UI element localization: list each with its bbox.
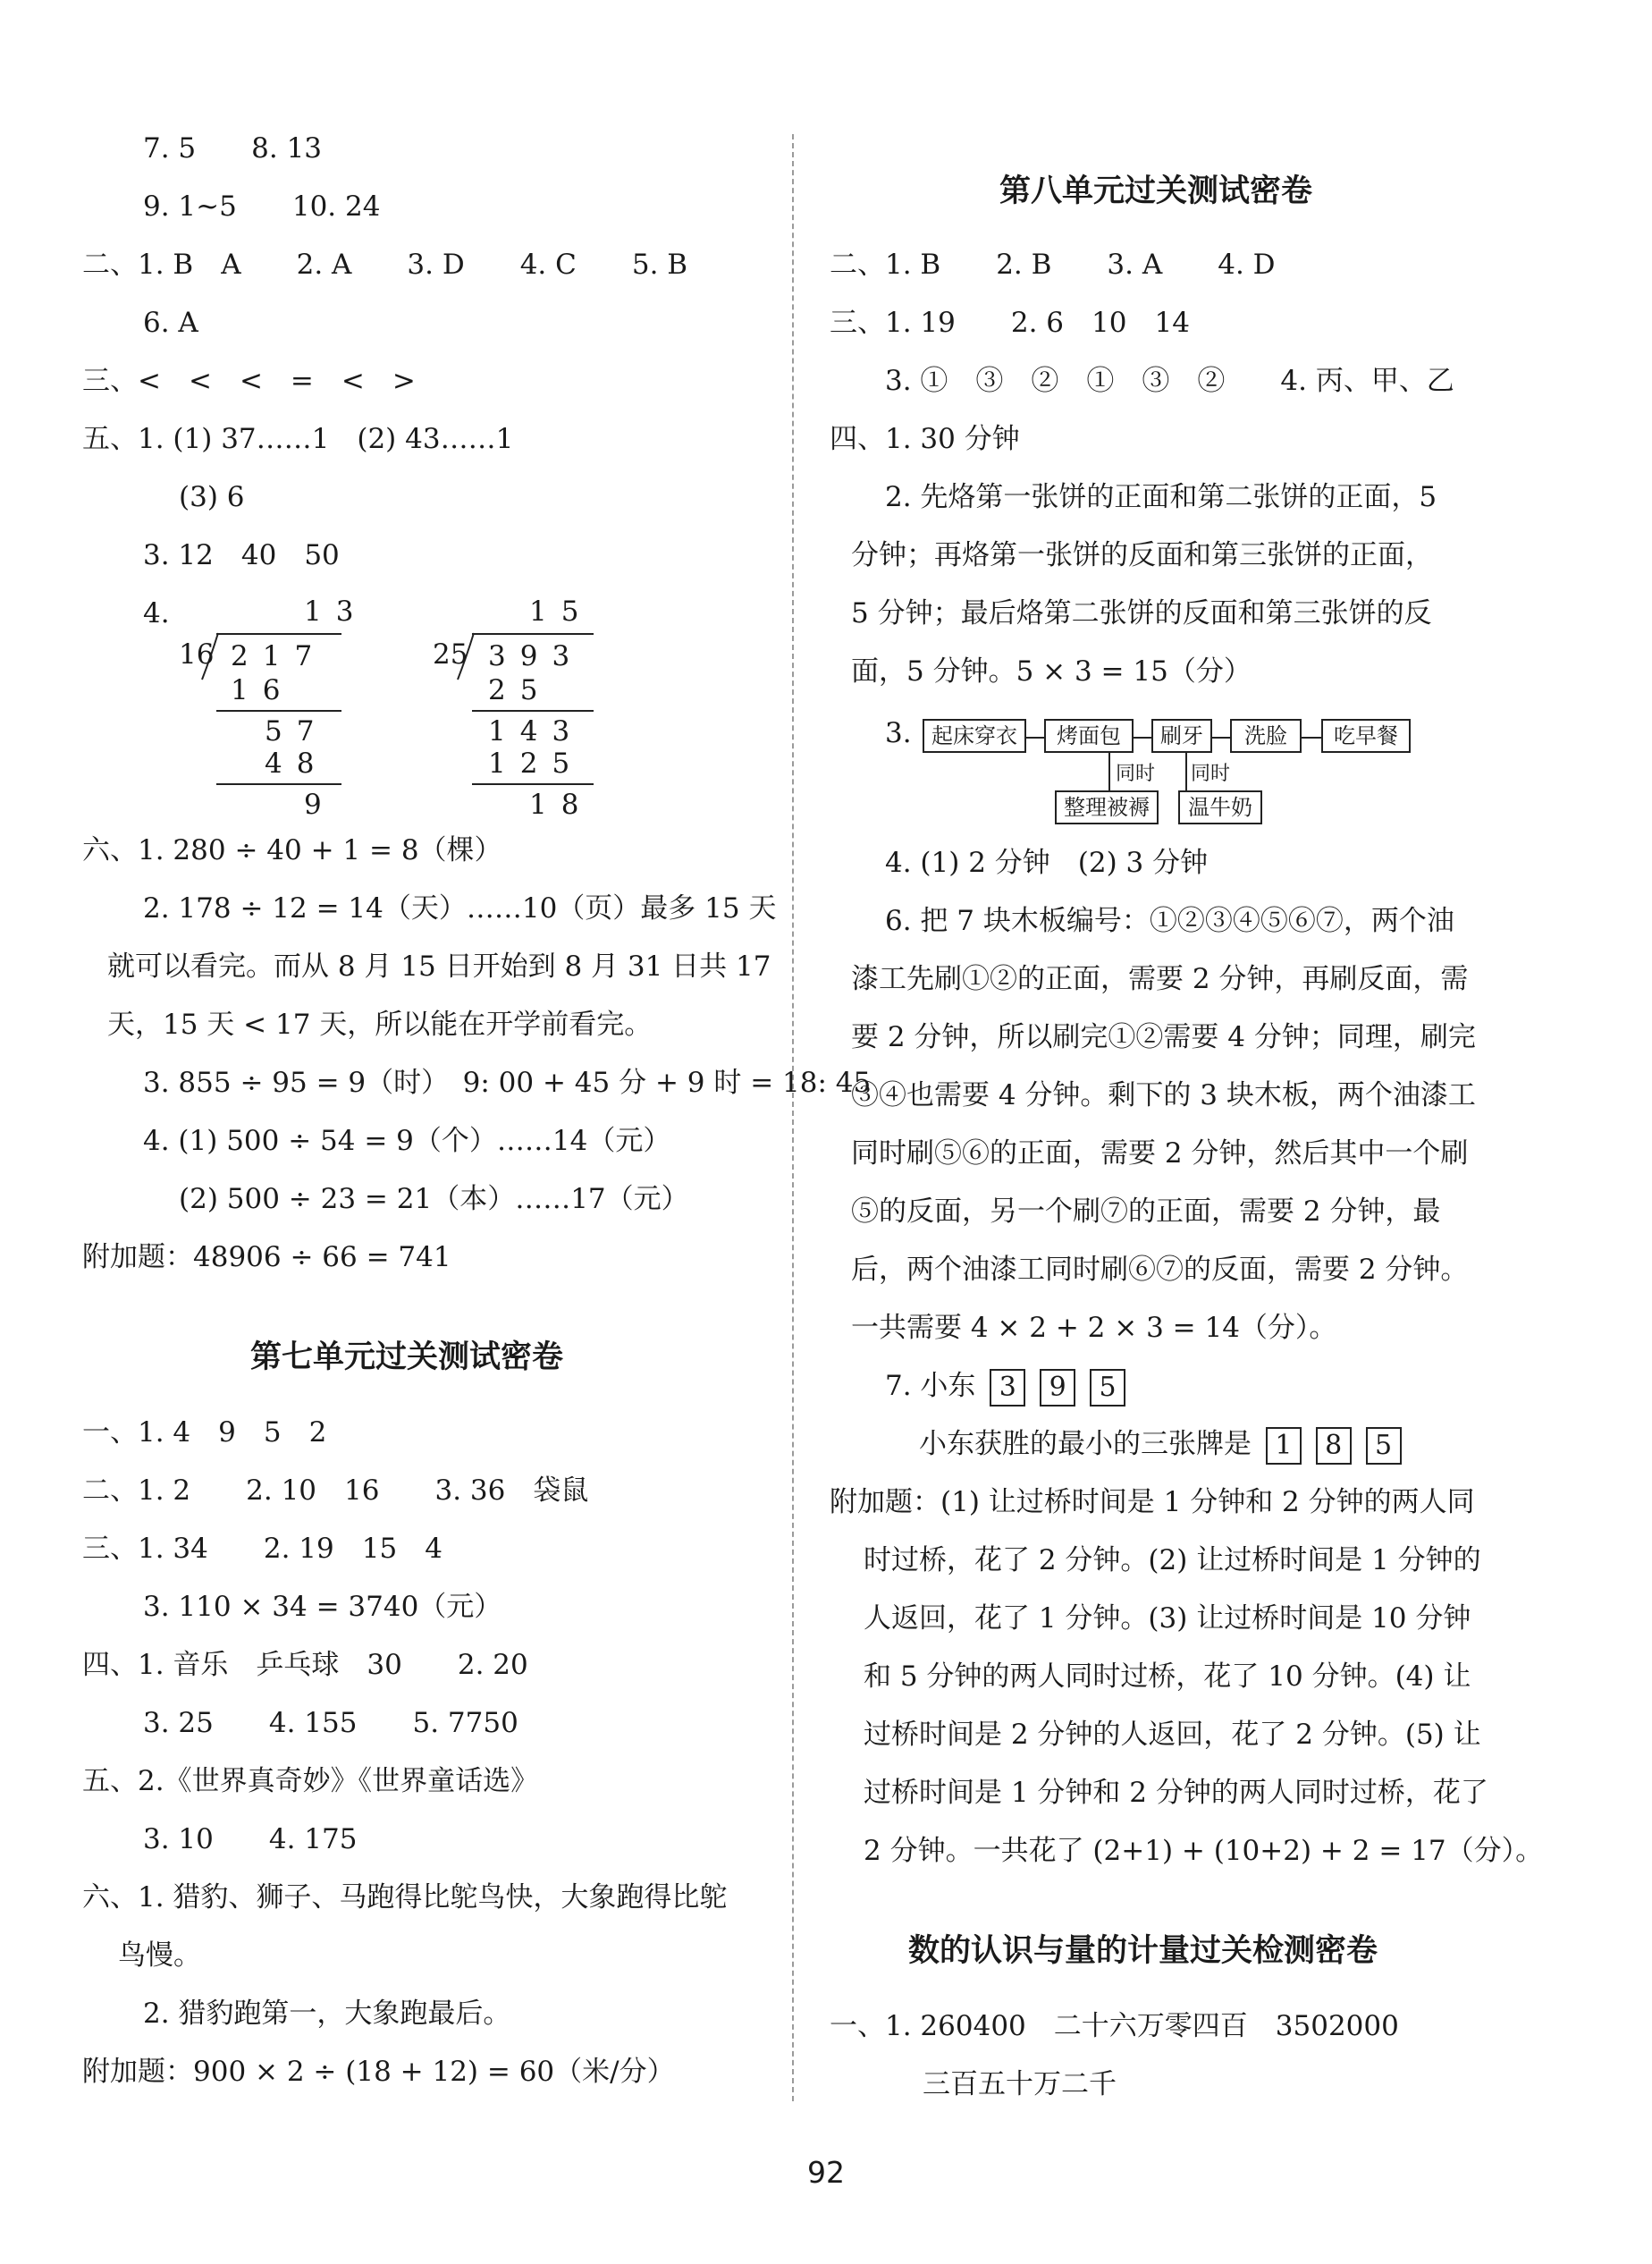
answer-line: 2 分钟。一共花了 (2+1) + (10+2) + 2 = 17（分）。 <box>864 1835 1544 1867</box>
answer-line: 6. 把 7 块木板编号：①②③④⑤⑥⑦，两个油 <box>885 905 1454 937</box>
flow-step: 刷牙 <box>1151 719 1212 753</box>
answer-line: 五、1. (1) 37……1 (2) 43……1 <box>82 423 514 455</box>
answer-line: 附加题：48906 ÷ 66 = 741 <box>82 1241 451 1273</box>
same-time-label: 同时 <box>1191 763 1231 785</box>
answer-line: 就可以看完。而从 8 月 15 日开始到 8 月 31 日共 17 <box>107 950 771 983</box>
divisor: 16 <box>179 638 215 671</box>
answer-line: 鸟慢。 <box>118 1939 201 1972</box>
answer-line: 要 2 分钟，所以刷完①②需要 4 分钟；同理，刷完 <box>851 1021 1476 1053</box>
division-rule <box>216 783 341 785</box>
flow-connector <box>1024 737 1044 739</box>
flow-step: 洗脸 <box>1230 719 1302 753</box>
answer-line: 过桥时间是 2 分钟的人返回，花了 2 分钟。(5) 让 <box>864 1719 1481 1751</box>
answer-line: 面，5 分钟。5 × 3 = 15（分） <box>851 655 1252 688</box>
answer-line: 2. 先烙第一张饼的正面和第二张饼的正面，5 <box>885 481 1437 513</box>
answer-line: 三、< < < = < > <box>82 365 416 397</box>
flow-connector <box>1132 737 1151 739</box>
remainder: 9 <box>304 789 336 821</box>
answer-line: 六、1. 280 ÷ 40 + 1 = 8（棵） <box>82 834 502 866</box>
answer-line: 3. 855 ÷ 95 = 9（时） 9: 00 + 45 分 + 9 时 = 18: 45 <box>143 1067 872 1099</box>
dividend: 393 <box>488 640 585 672</box>
answer-line: 2. 178 ÷ 12 = 14（天）……10（页）最多 15 天 <box>143 892 777 925</box>
parallel-step: 整理被褥 <box>1055 790 1159 824</box>
answer-line: 5 分钟；最后烙第二张饼的反面和第三张饼的反 <box>851 597 1432 629</box>
answer-line: 六、1. 猎豹、狮子、马跑得比鸵鸟快，大象跑得比鸵 <box>82 1881 728 1913</box>
answer-line: 一、1. 260400 二十六万零四百 3502000 <box>830 2010 1399 2042</box>
answer-line: 一、1. 4 9 5 2 <box>82 1416 327 1449</box>
answer-line: 人返回，花了 1 分钟。(3) 让过桥时间是 10 分钟 <box>864 1602 1471 1635</box>
answer-line: 二、1. B 2. B 3. A 4. D <box>830 249 1276 281</box>
flow-connector <box>1108 753 1110 790</box>
flow-step: 吃早餐 <box>1321 719 1411 753</box>
answer-line: 附加题：900 × 2 ÷ (18 + 12) = 60（米/分） <box>82 2056 675 2088</box>
partial-dividend: 57 <box>265 715 329 748</box>
flow-connector <box>1300 737 1321 739</box>
dividend: 217 <box>231 640 327 672</box>
answer-line: (3) 6 <box>179 481 245 513</box>
division-rule <box>472 710 594 712</box>
flow-step: 起床穿衣 <box>923 719 1026 753</box>
answer-line: 四、1. 音乐 乒乓球 30 2. 20 <box>82 1649 528 1681</box>
quotient: 15 <box>529 596 594 628</box>
flow-step: 烤面包 <box>1044 719 1134 753</box>
answer-line: 9. 1~5 10. 24 <box>143 190 381 223</box>
answer-line: 4. (1) 2 分钟 (2) 3 分钟 <box>885 847 1209 879</box>
card-box: 5 <box>1366 1427 1402 1465</box>
section-title-unit8: 第八单元过关测试密卷 <box>999 173 1313 209</box>
flow-connector <box>1210 737 1230 739</box>
answer-line: 三、1. 34 2. 19 15 4 <box>82 1533 442 1565</box>
answer-line: (2) 500 ÷ 23 = 21（本）……17（元） <box>179 1183 689 1215</box>
division-rule <box>216 710 341 712</box>
divisor: 25 <box>433 638 468 671</box>
answer-line: 二、1. 2 2. 10 16 3. 36 袋鼠 <box>82 1474 589 1507</box>
answer-line: 3. 110 × 34 = 3740（元） <box>143 1591 502 1623</box>
answer-line: 4. <box>143 597 170 629</box>
division-bar <box>472 633 594 635</box>
answer-line: 同时刷⑤⑥的正面，需要 2 分钟，然后其中一个刷 <box>851 1137 1469 1170</box>
card-answer-line <box>919 1426 1402 1465</box>
answer-line: 3. 10 4. 175 <box>143 1823 358 1855</box>
answer-line: 3. <box>885 717 912 749</box>
card-box: 3 <box>990 1369 1025 1407</box>
answer-line: ③④也需要 4 分钟。剩下的 3 块木板，两个油漆工 <box>851 1079 1476 1111</box>
section-title-number-sense: 数的认识与量的计量过关检测密卷 <box>908 1933 1378 1969</box>
quotient: 13 <box>304 596 368 628</box>
card-answer-label: 小东获胜的最小的三张牌是 <box>919 1428 1252 1460</box>
partial-dividend: 143 <box>488 715 585 748</box>
column-divider <box>792 134 794 2101</box>
answer-line: 3. 25 4. 155 5. 7750 <box>143 1707 518 1739</box>
answer-line: 后，两个油漆工同时刷⑥⑦的反面，需要 2 分钟。 <box>851 1254 1469 1286</box>
card-answer-label: 7. 小东 <box>885 1370 976 1402</box>
answer-line: 分钟；再烙第一张饼的反面和第三张饼的正面， <box>851 539 1433 571</box>
partial-product: 48 <box>265 748 329 780</box>
division-bar <box>216 633 341 635</box>
answer-line: 漆工先刷①②的正面，需要 2 分钟，再刷反面，需 <box>851 963 1469 995</box>
same-time-label: 同时 <box>1116 763 1156 785</box>
card-box: 9 <box>1040 1369 1075 1407</box>
partial-product: 25 <box>488 674 552 706</box>
answer-line: 三百五十万二千 <box>923 2068 1117 2100</box>
answer-line: 6. A <box>143 307 198 339</box>
answer-line: 3. ① ③ ② ① ③ ② 4. 丙、甲、乙 <box>885 365 1454 397</box>
remainder: 18 <box>529 789 594 821</box>
answer-line: 2. 猎豹跑第一，大象跑最后。 <box>143 1998 511 2030</box>
card-box: 1 <box>1266 1427 1302 1465</box>
card-box: 5 <box>1090 1369 1125 1407</box>
answer-line: 3. 12 40 50 <box>143 539 340 571</box>
answer-line: 四、1. 30 分钟 <box>830 423 1020 455</box>
card-box: 8 <box>1316 1427 1352 1465</box>
flow-connector <box>1185 753 1187 790</box>
answer-line: 三、1. 19 2. 6 10 14 <box>830 307 1190 339</box>
card-answer-line <box>885 1368 1125 1407</box>
answer-line: ⑤的反面，另一个刷⑦的正面，需要 2 分钟，最 <box>851 1195 1441 1228</box>
partial-product: 125 <box>488 748 585 780</box>
answer-line: 附加题：(1) 让过桥时间是 1 分钟和 2 分钟的两人同 <box>830 1486 1475 1518</box>
answer-line: 7. 5 8. 13 <box>143 132 323 165</box>
answer-line: 4. (1) 500 ÷ 54 = 9（个）……14（元） <box>143 1125 671 1157</box>
answer-line: 和 5 分钟的两人同时过桥，花了 10 分钟。(4) 让 <box>864 1660 1471 1693</box>
answer-line: 过桥时间是 1 分钟和 2 分钟的两人同时过桥，花了 <box>864 1777 1488 1809</box>
answer-line: 时过桥，花了 2 分钟。(2) 让过桥时间是 1 分钟的 <box>864 1544 1481 1576</box>
partial-product: 16 <box>231 674 295 706</box>
answer-line: 天，15 天 < 17 天，所以能在开学前看完。 <box>107 1009 653 1041</box>
page-number: 92 <box>807 2155 845 2190</box>
answer-line: 二、1. B A 2. A 3. D 4. C 5. B <box>82 249 688 281</box>
division-rule <box>472 783 594 785</box>
answer-line: 一共需要 4 × 2 + 2 × 3 = 14（分）。 <box>851 1312 1337 1344</box>
parallel-step: 温牛奶 <box>1178 790 1262 824</box>
answer-line: 五、2.《世界真奇妙》《世界童话选》 <box>82 1765 539 1797</box>
section-title-unit7: 第七单元过关测试密卷 <box>250 1339 564 1375</box>
